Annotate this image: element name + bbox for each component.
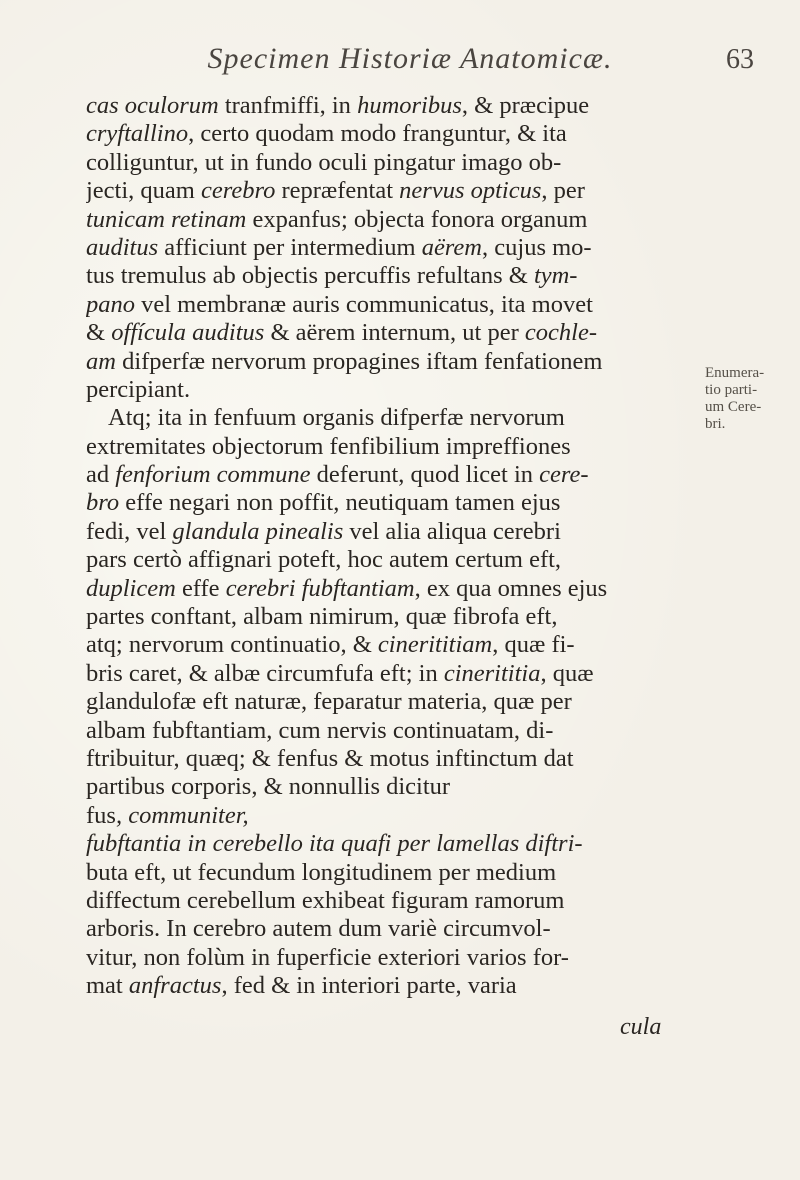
text-line: partibus corporis, & nonnullis dicitur	[86, 773, 457, 801]
text-line: extremitates objectorum fenfibilium impreffiones	[86, 432, 571, 460]
main-text	[86, 92, 690, 1057]
text-line	[86, 1029, 690, 1057]
text-line: fedi, vel glandula pinealis vel alia aliqua cerebri	[86, 517, 561, 545]
text-line: fus, communiter,	[86, 801, 255, 829]
text-line: jecti, quam cerebro repræfentat nervus opticus, per	[86, 177, 585, 205]
text-line: ftribuitur, quæq; & fenfus & motus inftinctum dat	[86, 744, 574, 772]
text-line: bro effe negari non poffit, neutiquam tamen ejus	[86, 489, 561, 517]
text-line: mat anfractus, fed & in interiori parte, varia	[86, 972, 523, 1000]
text-line: tus tremulus ab objectis percuffis refultans & tym-	[86, 262, 578, 290]
text-line: diffectum cerebellum exhibeat figuram ramorum	[86, 886, 565, 914]
text-line: cryftallino, certo quodam modo franguntur, & ita	[86, 120, 567, 148]
text-line: fubftantia in cerebello ita quafi per lamellas diftri-	[86, 830, 583, 858]
text-line: tunicam retinam expanfus; objecta fonora organum	[86, 205, 588, 233]
text-line: vitur, non folùm in fuperficie exteriori varios for-	[86, 943, 569, 971]
text-line: bris caret, & albæ circumfufa eft; in cinerititia, quæ	[86, 659, 594, 687]
text-line: ad fenforium commune deferunt, quod licet in cere-	[86, 461, 589, 489]
text-line: duplicem effe cerebri fubftantiam, ex qua omnes ejus	[86, 574, 608, 602]
page-number: 63	[726, 44, 754, 75]
text-line: percipiant.	[86, 375, 191, 403]
margin-note-line: bri.	[705, 416, 726, 432]
text-line: auditus afficiunt per intermedium aërem, cujus mo-	[86, 233, 592, 261]
text-line: atq; nervorum continuatio, & cinerititiam, quæ fi-	[86, 631, 575, 659]
margin-note-line: tio parti-	[705, 382, 758, 398]
margin-note-line: um Cere-	[705, 399, 762, 415]
margin-note	[705, 365, 795, 433]
margin-note-line: Enumera-	[705, 365, 765, 381]
text-line: colliguntur, ut in fundo oculi pingatur imago ob-	[86, 148, 562, 176]
text-line	[86, 1001, 690, 1029]
running-head: Specimen Historiæ Anatomicæ.	[207, 42, 613, 75]
text-line: pars certò affignari poteft, hoc autem certum eft,	[86, 546, 562, 574]
text-line: & offícula auditus & aërem internum, ut per cochle-	[86, 319, 597, 347]
text-line: glandulofæ eft naturæ, feparatur materia, quæ per	[86, 688, 572, 716]
text-line: albam fubftantiam, cum nervis continuatam, di-	[86, 716, 554, 744]
text-line: Atq; ita in fenfuum organis difperfæ nervorum	[108, 404, 565, 432]
text-line: cas oculorum tranfmiffi, in humoribus, & præcipue	[86, 92, 590, 119]
catchword: cula	[620, 1014, 662, 1040]
text-line: am difperfæ nervorum propagines iftam fenfationem	[86, 347, 603, 375]
text-line: buta eft, ut fecundum longitudinem per medium	[86, 858, 557, 886]
text-line: pano vel membranæ auris communicatus, ita movet	[86, 290, 593, 318]
text-line: arboris. In cerebro autem dum variè circumvol-	[86, 915, 551, 943]
text-line: partes conftant, albam nimirum, quæ fibrofa eft,	[86, 603, 558, 631]
